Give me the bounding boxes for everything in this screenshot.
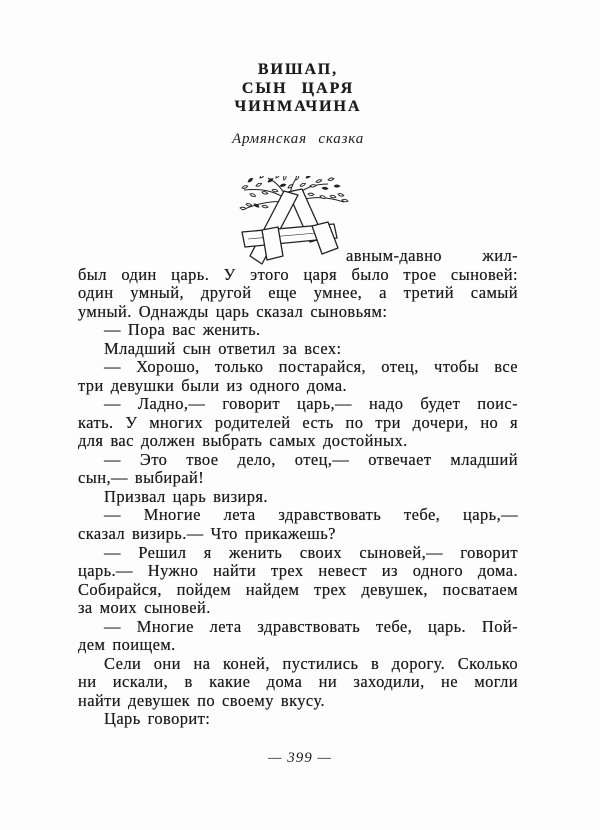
text-line: — Решил я женить своих сыновей,— говорит <box>104 542 518 562</box>
text-line: кать. У многих родителей есть по три дочери, но я <box>78 412 518 432</box>
text-line: — Хорошо, только постарайся, отец, чтобы все <box>104 357 518 377</box>
text-line: авным-давно жил- <box>346 246 518 265</box>
text-line: сын,— выбирай! <box>78 468 205 488</box>
text-line: три девушки были из одного дома. <box>78 375 348 395</box>
text-line: Сели они на коней, пустились в дорогу. Сколько <box>104 653 518 673</box>
text-line: — Многие лета здравствовать тебе, царь. Пой- <box>104 616 518 636</box>
text-line: за моих сыновей. <box>78 598 211 618</box>
text-line: ни искали, в какие дома ни заходили, не могли <box>78 672 518 692</box>
text-line: сказал визирь.— Что прикажешь? <box>78 523 336 543</box>
text-line: — Это твое дело, отец,— отвечает младший <box>104 449 518 469</box>
text-line: дем поищем. <box>78 635 176 655</box>
page-number: — 399 — <box>268 750 332 766</box>
title-line: СЫН ЦАРЯ <box>241 79 355 97</box>
text-line: царь.— Нужно найти трех невест из одного дома. <box>78 561 518 581</box>
title-line: ЧИНМАЧИНА <box>234 98 362 115</box>
text-line: Призвал царь визиря. <box>104 486 268 506</box>
text-line: один умный, другой еще умнее, а третий самый <box>78 283 518 303</box>
text-line: был один царь. У этого царя было трое сыновей: <box>78 264 518 284</box>
title-line: ВИШАП, <box>257 61 339 78</box>
text-line: Младший сын ответил за всех: <box>104 338 342 358</box>
text-line: — Многие лета здравствовать тебе, царь,— <box>104 505 518 525</box>
text-line: Собирайся, пойдем найдем трех девушек, посватаем <box>78 579 518 599</box>
story-subtitle: Армянская сказка <box>231 131 365 147</box>
text-line: найти девушек по своему вкусу. <box>78 690 325 710</box>
text-line: Царь говорит: <box>104 709 211 729</box>
text-line: — Ладно,— говорит царь,— надо будет поис- <box>104 394 518 414</box>
text-line: умный. Однажды царь сказал сыновьям: <box>78 301 388 321</box>
text-line: — Пора вас женить. <box>104 320 261 340</box>
story-title <box>78 61 518 117</box>
text-line: для вас должен выбрать самых достойных. <box>78 431 408 451</box>
body-text <box>78 247 518 729</box>
